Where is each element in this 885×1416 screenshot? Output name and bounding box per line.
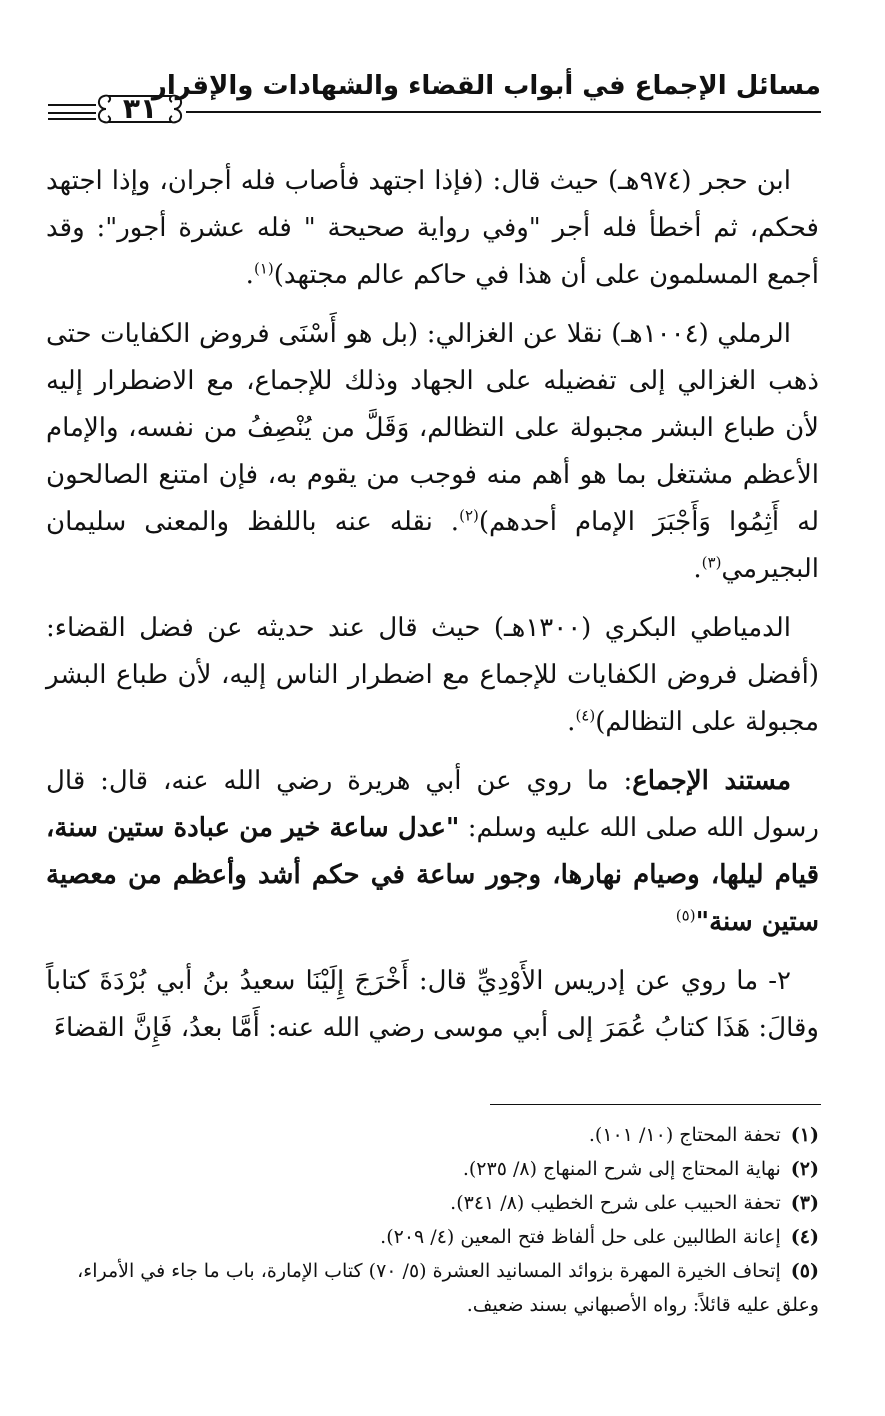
paragraph-end: . [693, 554, 702, 584]
paragraph-text: ابن حجر (٩٧٤هـ) حيث قال: (فإذا اجتهد فأصاب فله أجران، وإذا اجتهد فحكم، ثم أخطأ فله أجر "وفي رواية صحيحة " فله عشرة أجور": وقد أجمع المسلمون على أن هذا في حاكم عالم مجتهد) [46, 166, 819, 290]
footnote-number: (٣) [790, 1192, 819, 1214]
footnote-item [44, 1186, 819, 1220]
paragraph-end: . [567, 707, 576, 737]
footnote-ref: (٢) [459, 506, 479, 525]
footnote-number: (٥) [790, 1260, 819, 1282]
header-rule-left-bottom [48, 118, 96, 120]
footnote-number: (١) [790, 1124, 819, 1146]
paragraph-text-continued: . نقله عنه باللفظ والمعنى سليمان البجيرمي [46, 507, 819, 584]
header-rule-left-middle [48, 112, 96, 114]
footnote-separator [490, 1104, 821, 1105]
running-header-title: مسائل الإجماع في أبواب القضاء والشهادات والإقرار [151, 71, 821, 101]
paragraph-ramli [46, 311, 819, 593]
footnote-ref: (٤) [575, 706, 596, 725]
footnote-text: تحفة الحبيب على شرح الخطيب (٨/ ٣٤١). [450, 1192, 781, 1214]
main-text [46, 158, 819, 1052]
footnotes [44, 1118, 819, 1322]
page-number-frame [92, 88, 188, 130]
footnote-item [44, 1254, 819, 1322]
paragraph-dimyati [46, 605, 819, 746]
footnote-item [44, 1152, 819, 1186]
footnote-text: تحفة المحتاج (١٠/ ١٠١). [588, 1124, 781, 1146]
paragraph-text: ٢- ما روي عن إدريس الأَوْدِيِّ قال: أَخْرَجَ إِلَيْنَا سعيدُ بنُ أبي بُرْدَةَ كتاباً وقالَ: هَذَا كتابُ عُمَرَ إلى أبي موسى رضي الله عنه: أَمَّا بعدُ، فَإِنَّ القضاءَ [46, 966, 819, 1043]
footnote-item [44, 1118, 819, 1152]
footnote-text: نهاية المحتاج إلى شرح المنهاج (٨/ ٢٣٥). [462, 1158, 781, 1180]
evidence-lead: : ما روي عن أبي هريرة رضي الله عنه، قال: قال رسول الله صلى الله عليه وسلم: [46, 766, 819, 843]
header-rule [186, 111, 821, 113]
footnote-ref: (٥) [675, 906, 696, 925]
paragraph-evidence [46, 758, 819, 946]
paragraph-ibn-hajar [46, 158, 819, 299]
footnote-text: إعانة الطالبين على حل ألفاظ فتح المعين (٤/ ٢٠٩). [380, 1226, 781, 1248]
hadith-quote: "عدل ساعة خير من عبادة ستين سنة، قيام ليلها، وصيام نهارها، وجور ساعة في حكم أشد وأعظم من معصية ستين سنة" [46, 813, 819, 937]
evidence-label: مستند الإجماع [632, 766, 791, 796]
page-number: ٣١ [122, 92, 158, 125]
footnote-text: إتحاف الخيرة المهرة بزوائد المسانيد العشرة (٥/ ٧٠) كتاب الإمارة، باب ما جاء في الأمراء، وعلق عليه قائلاً: رواه الأصبهاني بسند ضعيف. [77, 1260, 819, 1316]
paragraph-text: الدمياطي البكري (١٣٠٠هـ) حيث قال عند حديثه عن فضل القضاء: (أفضل فروض الكفايات للإجماع مع اضطرار الناس إليه، لأن طباع البشر مجبولة على التظالم) [46, 613, 819, 737]
footnote-ref: (١) [253, 259, 274, 278]
footnote-number: (٤) [790, 1226, 819, 1248]
paragraph-idris [46, 958, 819, 1052]
footnote-item [44, 1220, 819, 1254]
paragraph-end: . [245, 260, 254, 290]
header-rule-left-top [48, 104, 96, 106]
footnote-number: (٢) [790, 1158, 819, 1180]
paragraph-text: الرملي (١٠٠٤هـ) نقلا عن الغزالي: (بل هو أَسْنَى فروض الكفايات حتى ذهب الغزالي إلى تفضيله على الجهاد وذلك للإجماع، مع الاضطرار إليه لأن طباع البشر مجبولة على التظالم، وَقَلَّ من يُنْصِفُ من نفسه، والإمام الأعظم مشتغل بما هو أهم منه فوجب من يقوم به، فإن امتنع الصالحون له أَثِمُوا وَأَجْبَرَ الإمام أحدهم) [46, 319, 819, 537]
footnote-ref: (٣) [701, 553, 722, 572]
